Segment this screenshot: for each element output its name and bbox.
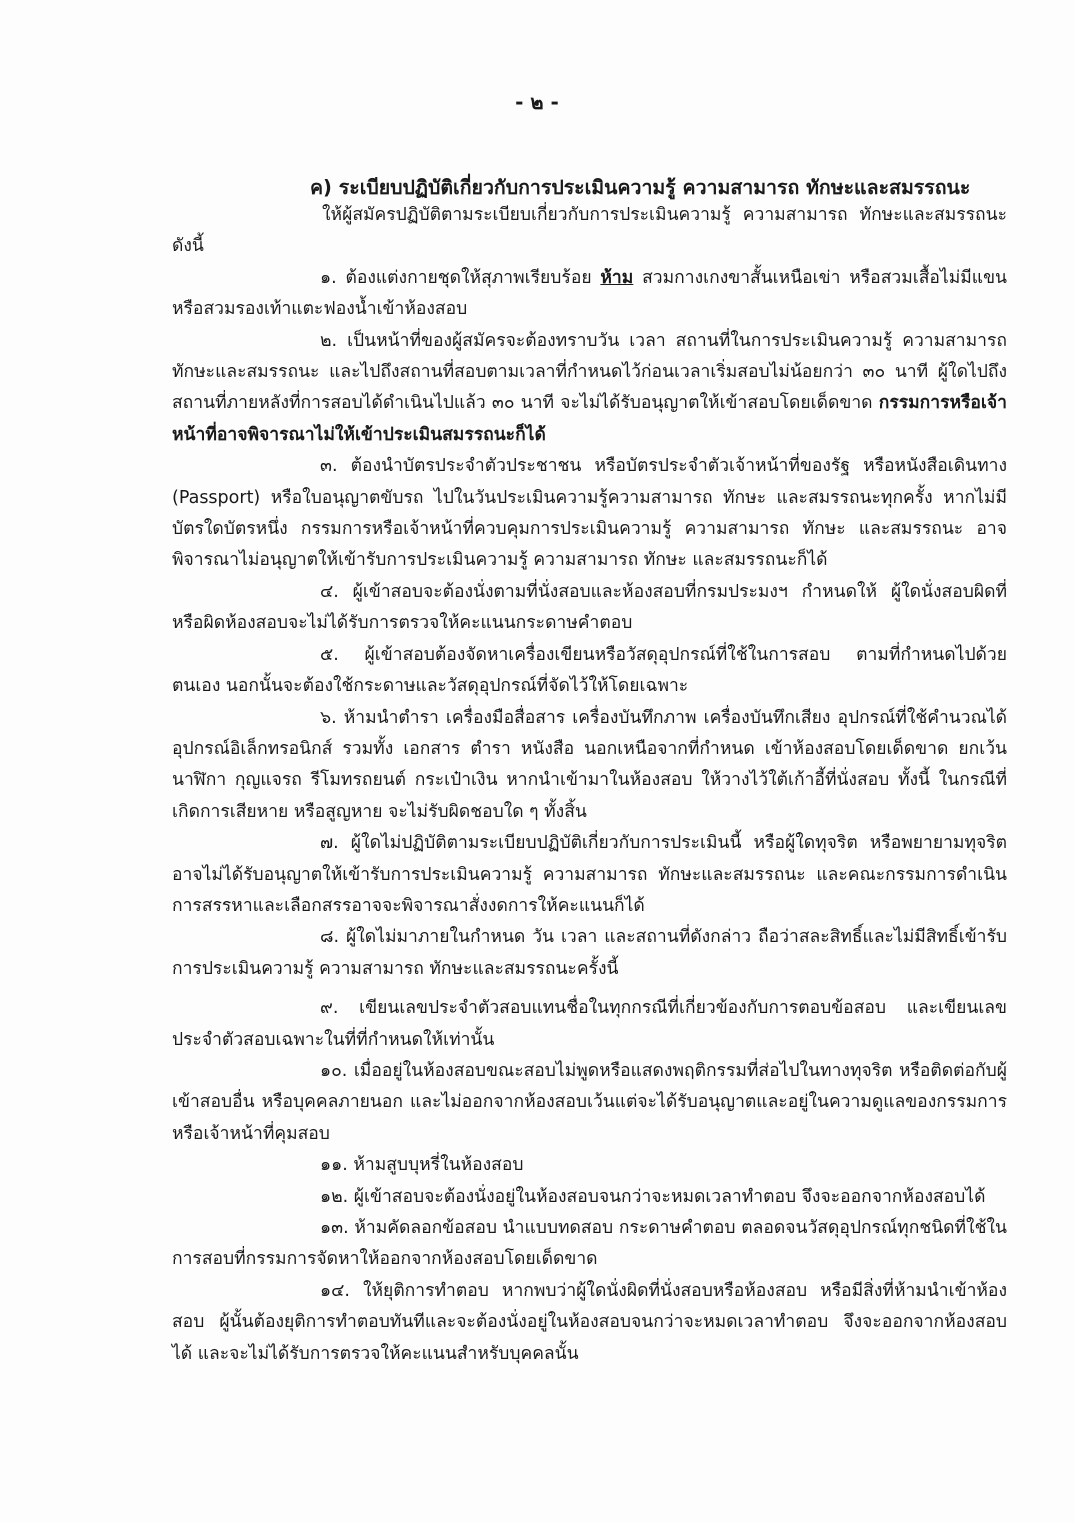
rule-1: [172, 263, 1007, 326]
section-intro: ให้ผู้สมัครปฏิบัติตามระเบียบเกี่ยวกับการประเมินความรู้ ความสามารถ ทักษะและสมรรถนะ ดังนี้: [172, 205, 1007, 257]
rule-11: ๑๑. ห้ามสูบบุหรี่ในห้องสอบ: [320, 1155, 524, 1176]
rule-1-text-a: ๑. ต้องแต่งกายชุดให้สุภาพเรียบร้อย: [320, 267, 601, 288]
section-heading: ค) ระเบียบปฏิบัติเกี่ยวกับการประเมินความรู้ ความสามารถ ทักษะและสมรรถนะ: [310, 176, 971, 199]
rule-1-prohibit: ห้าม: [600, 267, 634, 288]
rule-2-text: ๒. เป็นหน้าที่ของผู้สมัครจะต้องทราบวัน เวลา สถานที่ในการประเมินความรู้ ความสามารถ ทักษะและสมรรถนะ และไปถึงสถานที่สอบตามเวลาที่กำหนดไว้ก่อนเวลาเริ่มสอบไม่น้อยกว่า ๓๐ นาที ผู้ใดไปถึงสถานที่ภายหลังที่การสอบได้ดำเนินไปแล้ว ๓๐ นาที จะไม่ได้รับอนุญาตให้เข้าสอบโดยเด็ดขาด: [172, 330, 1007, 414]
rule-9: ๙. เขียนเลขประจำตัวสอบแทนชื่อในทุกกรณีที่เกี่ยวข้องกับการตอบข้อสอบ และเขียนเลขประจำตัวสอบเฉพาะในที่ที่กำหนดให้เท่านั้น: [172, 998, 1007, 1050]
rule-6: ๖. ห้ามนำตำรา เครื่องมือสื่อสาร เครื่องบันทึกภาพ เครื่องบันทึกเสียง อุปกรณ์ที่ใช้คำนวณได้ อุปกรณ์อิเล็กทรอนิกส์ รวมทั้ง เอกสาร ตำรา หนังสือ นอกเหนือจากที่กำหนด เข้าห้องสอบโดยเด็ดขาด ยกเว้น นาฬิกา กุญแจรถ รีโมทรถยนต์ กระเป๋าเงิน หากนำเข้ามาในห้องสอบ ให้วางไว้ใต้เก้าอี้ที่นั่งสอบ ทั้งนี้ ในกรณีที่เกิดการเสียหาย หรือสูญหาย จะไม่รับผิดชอบใด ๆ ทั้งสิ้น: [172, 707, 1007, 822]
rule-10: ๑๐. เมื่ออยู่ในห้องสอบขณะสอบไม่พูดหรือแสดงพฤติกรรมที่ส่อไปในทางทุจริต หรือติดต่อกับผู้เข้าสอบอื่น หรือบุคคลภายนอก และไม่ออกจากห้องสอบเว้นแต่จะได้รับอนุญาตและอยู่ในความดูแลของกรรมการ หรือเจ้าหน้าที่คุมสอบ: [172, 1060, 1007, 1144]
rule-3: ๓. ต้องนำบัตรประจำตัวประชาชน หรือบัตรประจำตัวเจ้าหน้าที่ของรัฐ หรือหนังสือเดินทาง (Passport) หรือใบอนุญาตขับรถ ไปในวันประเมินความรู้ความสามารถ ทักษะ และสมรรถนะทุกครั้ง หากไม่มีบัตรใดบัตรหนึ่ง กรรมการหรือเจ้าหน้าที่ควบคุมการประเมินความรู้ ความสามารถ ทักษะ และสมรรถนะ อาจพิจารณาไม่อนุญาตให้เข้ารับการประเมินความรู้ ความสามารถ ทักษะ และสมรรถนะก็ได้: [172, 456, 1007, 571]
rule-5: ๕. ผู้เข้าสอบต้องจัดหาเครื่องเขียนหรือวัสดุอุปกรณ์ที่ใช้ในการสอบ ตามที่กำหนดไปด้วยตนเอง นอกนั้นจะต้องใช้กระดาษและวัสดุอุปกรณ์ที่จัดไว้ให้โดยเฉพาะ: [172, 644, 1007, 697]
rule-14: ๑๔. ให้ยุติการทำตอบ หากพบว่าผู้ใดนั่งผิดที่นั่งสอบหรือห้องสอบ หรือมีสิ่งที่ห้ามนำเข้าห้องสอบ ผู้นั้นต้องยุติการทำตอบทันทีและจะต้องนั่งอยู่ในห้องสอบจนกว่าจะหมดเวลาทำตอบ จึงจะออกจากห้องสอบได้ และจะไม่ได้รับการตรวจให้คะแนนสำหรับบุคคลนั้น: [172, 1280, 1007, 1364]
page-number: - ๒ -: [515, 90, 559, 114]
rule-1-text-b: สวมกางเกงขาสั้นเหนือเข่า หรือสวมเสื้อไม่มีแขน หรือสวมรองเท้าแตะฟองน้ำเข้าห้องสอบ: [172, 267, 1007, 320]
rule-8: ๘. ผู้ใดไม่มาภายในกำหนด วัน เวลา และสถานที่ดังกล่าว ถือว่าสละสิทธิ์และไม่มีสิทธิ์เข้ารับการประเมินความรู้ ความสามารถ ทักษะและสมรรถนะครั้งนี้: [172, 927, 1007, 979]
rule-4: ๔. ผู้เข้าสอบจะต้องนั่งตามที่นั่งสอบและห้องสอบที่กรมประมงฯ กำหนดให้ ผู้ใดนั่งสอบผิดที่หรือผิดห้องสอบจะไม่ได้รับการตรวจให้คะแนนกระดาษคำตอบ: [172, 581, 1007, 634]
rule-13: ๑๓. ห้ามคัดลอกข้อสอบ นำแบบทดสอบ กระดาษคำตอบ ตลอดจนวัสดุอุปกรณ์ทุกชนิดที่ใช้ในการสอบที่กรรมการจัดหาให้ออกจากห้องสอบโดยเด็ดขาด: [172, 1218, 1007, 1270]
rule-2-bold: กรรมการหรือเจ้าหน้าที่อาจพิจารณาไม่ให้เข้าประเมินสมรรถนะก็ได้: [172, 393, 1007, 445]
rule-2: [172, 326, 1007, 452]
rules-body: [172, 200, 1007, 1370]
rule-7: ๗. ผู้ใดไม่ปฏิบัติตามระเบียบปฏิบัติเกี่ยวกับการประเมินนี้ หรือผู้ใดทุจริต หรือพยายามทุจริตอาจไม่ได้รับอนุญาตให้เข้ารับการประเมินความรู้ ความสามารถ ทักษะและสมรรถนะ และคณะกรรมการดำเนินการสรรหาและเลือกสรรอาจจะพิจารณาสั่งงดการให้คะแนนก็ได้: [172, 833, 1007, 916]
rule-12: ๑๒. ผู้เข้าสอบจะต้องนั่งอยู่ในห้องสอบจนกว่าจะหมดเวลาทำตอบ จึงจะออกจากห้องสอบได้: [320, 1186, 986, 1207]
